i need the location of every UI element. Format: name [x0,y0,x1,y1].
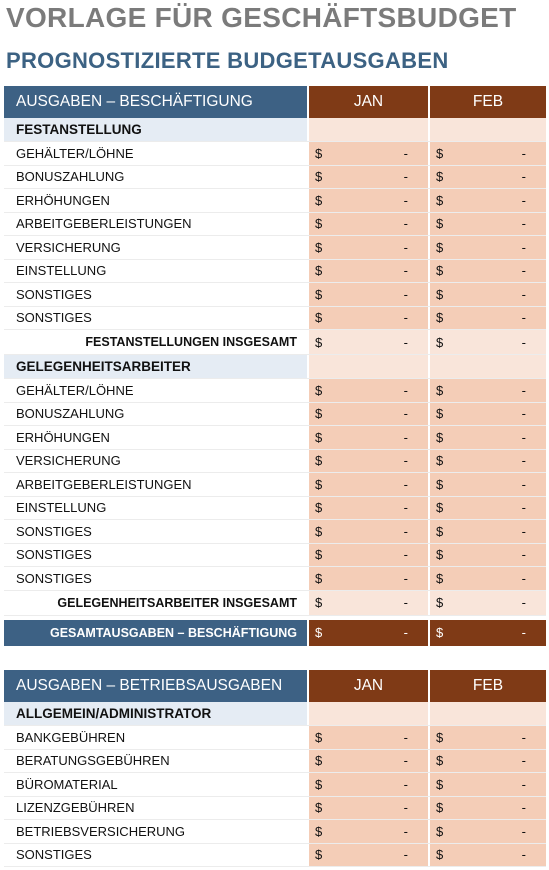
empty-value: - [403,263,408,279]
section-title: FESTANSTELLUNG [4,118,307,141]
page-title: VORLAGE FÜR GESCHÄFTSBUDGET [6,2,517,33]
jan-value-cell[interactable] [309,236,428,259]
currency-symbol: $ [436,800,444,816]
feb-value-cell[interactable] [430,750,546,773]
empty-value: - [403,145,408,161]
currency-symbol: $ [436,334,444,350]
feb-total-cell[interactable] [430,591,546,615]
currency-symbol: $ [315,216,323,232]
empty-value: - [403,429,408,445]
table-row [4,773,546,797]
currency-symbol: $ [436,406,444,422]
empty-value: - [521,192,526,208]
currency-symbol: $ [315,192,323,208]
row-label: GEHÄLTER/LÖHNE [4,379,307,402]
jan-value-cell[interactable] [309,260,428,283]
table-row [4,820,546,844]
row-label: SONSTIGES [4,283,307,306]
feb-value-cell[interactable] [430,307,546,330]
empty-value: - [403,310,408,326]
feb-value-cell[interactable] [430,726,546,749]
casual-total-row [4,591,546,616]
currency-symbol: $ [436,823,444,839]
jan-value-cell[interactable] [309,426,428,449]
employment-grand-total-row-label: GESAMTAUSGABEN – BESCHÄFTIGUNG [4,620,307,646]
row-label: BONUSZAHLUNG [4,166,307,189]
jan-value-cell[interactable] [309,544,428,567]
jan-value-cell[interactable] [309,403,428,426]
feb-value-cell[interactable] [430,142,546,165]
operating-expenses-table [4,670,546,867]
currency-symbol: $ [315,625,323,640]
row-label: BÜROMATERIAL [4,773,307,796]
currency-symbol: $ [315,239,323,255]
table-row [4,403,546,427]
empty-value: - [521,286,526,302]
empty-value: - [521,145,526,161]
empty-value: - [521,429,526,445]
currency-symbol: $ [315,595,323,610]
currency-symbol: $ [315,847,323,863]
section-header-row [4,702,546,726]
month-header-feb: FEB [430,86,546,118]
row-label: ERHÖHUNGEN [4,426,307,449]
empty-value: - [403,753,408,769]
jan-total-cell[interactable] [309,620,428,646]
empty-value: - [521,263,526,279]
jan-value-cell[interactable] [309,773,428,796]
row-label: SONSTIGES [4,567,307,590]
currency-symbol: $ [436,429,444,445]
row-label: EINSTELLUNG [4,260,307,283]
jan-value-cell[interactable] [309,844,428,867]
currency-symbol: $ [436,776,444,792]
section-blank-cell [309,702,428,725]
feb-value-cell[interactable] [430,497,546,520]
month-header-feb: FEB [430,670,546,702]
row-label: BANKGEBÜHREN [4,726,307,749]
currency-symbol: $ [315,570,323,586]
currency-symbol: $ [436,239,444,255]
jan-value-cell[interactable] [309,213,428,236]
table-row [4,844,546,868]
section-title: ALLGEMEIN/ADMINISTRATOR [4,702,307,725]
employment-expenses-table [4,86,546,646]
table-row [4,544,546,568]
empty-value: - [521,523,526,539]
row-label: SONSTIGES [4,844,307,867]
empty-value: - [521,847,526,863]
casual-total-row-label: GELEGENHEITSARBEITER INSGESAMT [57,595,297,610]
currency-symbol: $ [436,310,444,326]
empty-value: - [403,382,408,398]
feb-value-cell[interactable] [430,473,546,496]
currency-symbol: $ [315,753,323,769]
feb-value-cell[interactable] [430,544,546,567]
currency-symbol: $ [315,776,323,792]
empty-value: - [403,216,408,232]
currency-symbol: $ [315,547,323,563]
row-label: GEHÄLTER/LÖHNE [4,142,307,165]
empty-value: - [521,776,526,792]
empty-value: - [521,753,526,769]
empty-value: - [403,625,408,640]
feb-value-cell[interactable] [430,379,546,402]
row-label: LIZENZGEBÜHREN [4,797,307,820]
empty-value: - [521,570,526,586]
currency-symbol: $ [436,382,444,398]
row-label: ARBEITGEBERLEISTUNGEN [4,213,307,236]
empty-value: - [403,406,408,422]
empty-value: - [521,382,526,398]
empty-value: - [403,500,408,516]
table-row [4,797,546,821]
row-label: BERATUNGSGEBÜHREN [4,750,307,773]
currency-symbol: $ [315,286,323,302]
section-header-row [4,355,546,379]
jan-value-cell[interactable] [309,307,428,330]
table-row [4,260,546,284]
empty-value: - [403,800,408,816]
jan-value-cell[interactable] [309,189,428,212]
empty-value: - [521,595,526,610]
currency-symbol: $ [315,334,323,350]
table-header-label: AUSGABEN – BESCHÄFTIGUNG [4,86,307,118]
currency-symbol: $ [436,570,444,586]
table-header-label: AUSGABEN – BETRIEBSAUSGABEN [4,670,307,702]
row-label: ERHÖHUNGEN [4,189,307,212]
empty-value: - [403,823,408,839]
jan-value-cell[interactable] [309,726,428,749]
row-label: VERSICHERUNG [4,450,307,473]
currency-symbol: $ [436,523,444,539]
feb-total-cell[interactable] [430,620,546,646]
feb-value-cell[interactable] [430,520,546,543]
empty-value: - [403,476,408,492]
feb-value-cell[interactable] [430,844,546,867]
empty-value: - [403,595,408,610]
row-label: SONSTIGES [4,520,307,543]
jan-value-cell[interactable] [309,142,428,165]
jan-value-cell[interactable] [309,820,428,843]
table-row [4,166,546,190]
jan-value-cell[interactable] [309,450,428,473]
empty-value: - [521,310,526,326]
empty-value: - [521,453,526,469]
empty-value: - [521,239,526,255]
empty-value: - [521,334,526,350]
currency-symbol: $ [315,263,323,279]
fulltime-total-row-label: FESTANSTELLUNGEN INSGESAMT [85,335,297,349]
currency-symbol: $ [315,453,323,469]
currency-symbol: $ [436,753,444,769]
row-label: VERSICHERUNG [4,236,307,259]
table-row [4,426,546,450]
feb-value-cell[interactable] [430,426,546,449]
empty-value: - [521,500,526,516]
empty-value: - [521,729,526,745]
feb-value-cell[interactable] [430,236,546,259]
table-row [4,750,546,774]
currency-symbol: $ [436,729,444,745]
feb-value-cell[interactable] [430,773,546,796]
feb-value-cell[interactable] [430,283,546,306]
currency-symbol: $ [436,286,444,302]
table-row [4,189,546,213]
currency-symbol: $ [315,823,323,839]
table-row [4,213,546,237]
currency-symbol: $ [315,429,323,445]
row-label: ARBEITGEBERLEISTUNGEN [4,473,307,496]
page-subtitle: PROGNOSTIZIERTE BUDGETAUSGABEN [6,48,449,73]
currency-symbol: $ [315,382,323,398]
jan-value-cell[interactable] [309,379,428,402]
jan-value-cell[interactable] [309,567,428,590]
table-header-row [4,86,546,118]
section-blank-cell [430,355,546,378]
feb-value-cell[interactable] [430,260,546,283]
table-row [4,142,546,166]
feb-value-cell[interactable] [430,450,546,473]
jan-value-cell[interactable] [309,497,428,520]
empty-value: - [521,625,526,640]
row-label: BONUSZAHLUNG [4,403,307,426]
empty-value: - [403,286,408,302]
table-row [4,520,546,544]
currency-symbol: $ [436,263,444,279]
jan-value-cell[interactable] [309,520,428,543]
section-header-row [4,118,546,142]
table-row [4,726,546,750]
empty-value: - [521,823,526,839]
empty-value: - [403,547,408,563]
month-header-jan: JAN [309,670,428,702]
currency-symbol: $ [315,729,323,745]
table-row [4,307,546,331]
table-row [4,236,546,260]
currency-symbol: $ [436,547,444,563]
empty-value: - [521,476,526,492]
jan-value-cell[interactable] [309,750,428,773]
feb-total-cell[interactable] [430,330,546,354]
currency-symbol: $ [315,523,323,539]
empty-value: - [403,729,408,745]
jan-value-cell[interactable] [309,473,428,496]
section-blank-cell [309,355,428,378]
currency-symbol: $ [436,145,444,161]
feb-value-cell[interactable] [430,567,546,590]
currency-symbol: $ [315,406,323,422]
empty-value: - [403,334,408,350]
jan-total-cell[interactable] [309,330,428,354]
currency-symbol: $ [436,216,444,232]
currency-symbol: $ [315,145,323,161]
currency-symbol: $ [436,476,444,492]
jan-value-cell[interactable] [309,283,428,306]
currency-symbol: $ [436,453,444,469]
empty-value: - [403,192,408,208]
currency-symbol: $ [436,192,444,208]
empty-value: - [521,169,526,185]
table-row [4,567,546,591]
jan-total-cell[interactable] [309,591,428,615]
currency-symbol: $ [436,500,444,516]
feb-value-cell[interactable] [430,189,546,212]
feb-value-cell[interactable] [430,797,546,820]
currency-symbol: $ [436,169,444,185]
feb-value-cell[interactable] [430,820,546,843]
table-row [4,283,546,307]
row-label: SONSTIGES [4,544,307,567]
row-label: EINSTELLUNG [4,497,307,520]
empty-value: - [521,216,526,232]
empty-value: - [521,800,526,816]
currency-symbol: $ [315,500,323,516]
currency-symbol: $ [436,847,444,863]
currency-symbol: $ [436,625,444,640]
empty-value: - [403,847,408,863]
currency-symbol: $ [436,595,444,610]
empty-value: - [403,776,408,792]
empty-value: - [403,453,408,469]
section-blank-cell [430,118,546,141]
feb-value-cell[interactable] [430,166,546,189]
jan-value-cell[interactable] [309,166,428,189]
month-header-jan: JAN [309,86,428,118]
employment-grand-total-row [4,620,546,646]
currency-symbol: $ [315,169,323,185]
empty-value: - [403,570,408,586]
section-title: GELEGENHEITSARBEITER [4,355,307,378]
table-row [4,473,546,497]
feb-value-cell[interactable] [430,213,546,236]
empty-value: - [521,406,526,422]
empty-value: - [403,523,408,539]
section-blank-cell [430,702,546,725]
table-header-row [4,670,546,702]
empty-value: - [403,239,408,255]
currency-symbol: $ [315,800,323,816]
row-label: BETRIEBSVERSICHERUNG [4,820,307,843]
table-row [4,379,546,403]
jan-value-cell[interactable] [309,797,428,820]
section-blank-cell [309,118,428,141]
fulltime-total-row [4,330,546,355]
feb-value-cell[interactable] [430,403,546,426]
empty-value: - [521,547,526,563]
empty-value: - [403,169,408,185]
currency-symbol: $ [315,476,323,492]
table-row [4,497,546,521]
row-label: SONSTIGES [4,307,307,330]
table-row [4,450,546,474]
currency-symbol: $ [315,310,323,326]
